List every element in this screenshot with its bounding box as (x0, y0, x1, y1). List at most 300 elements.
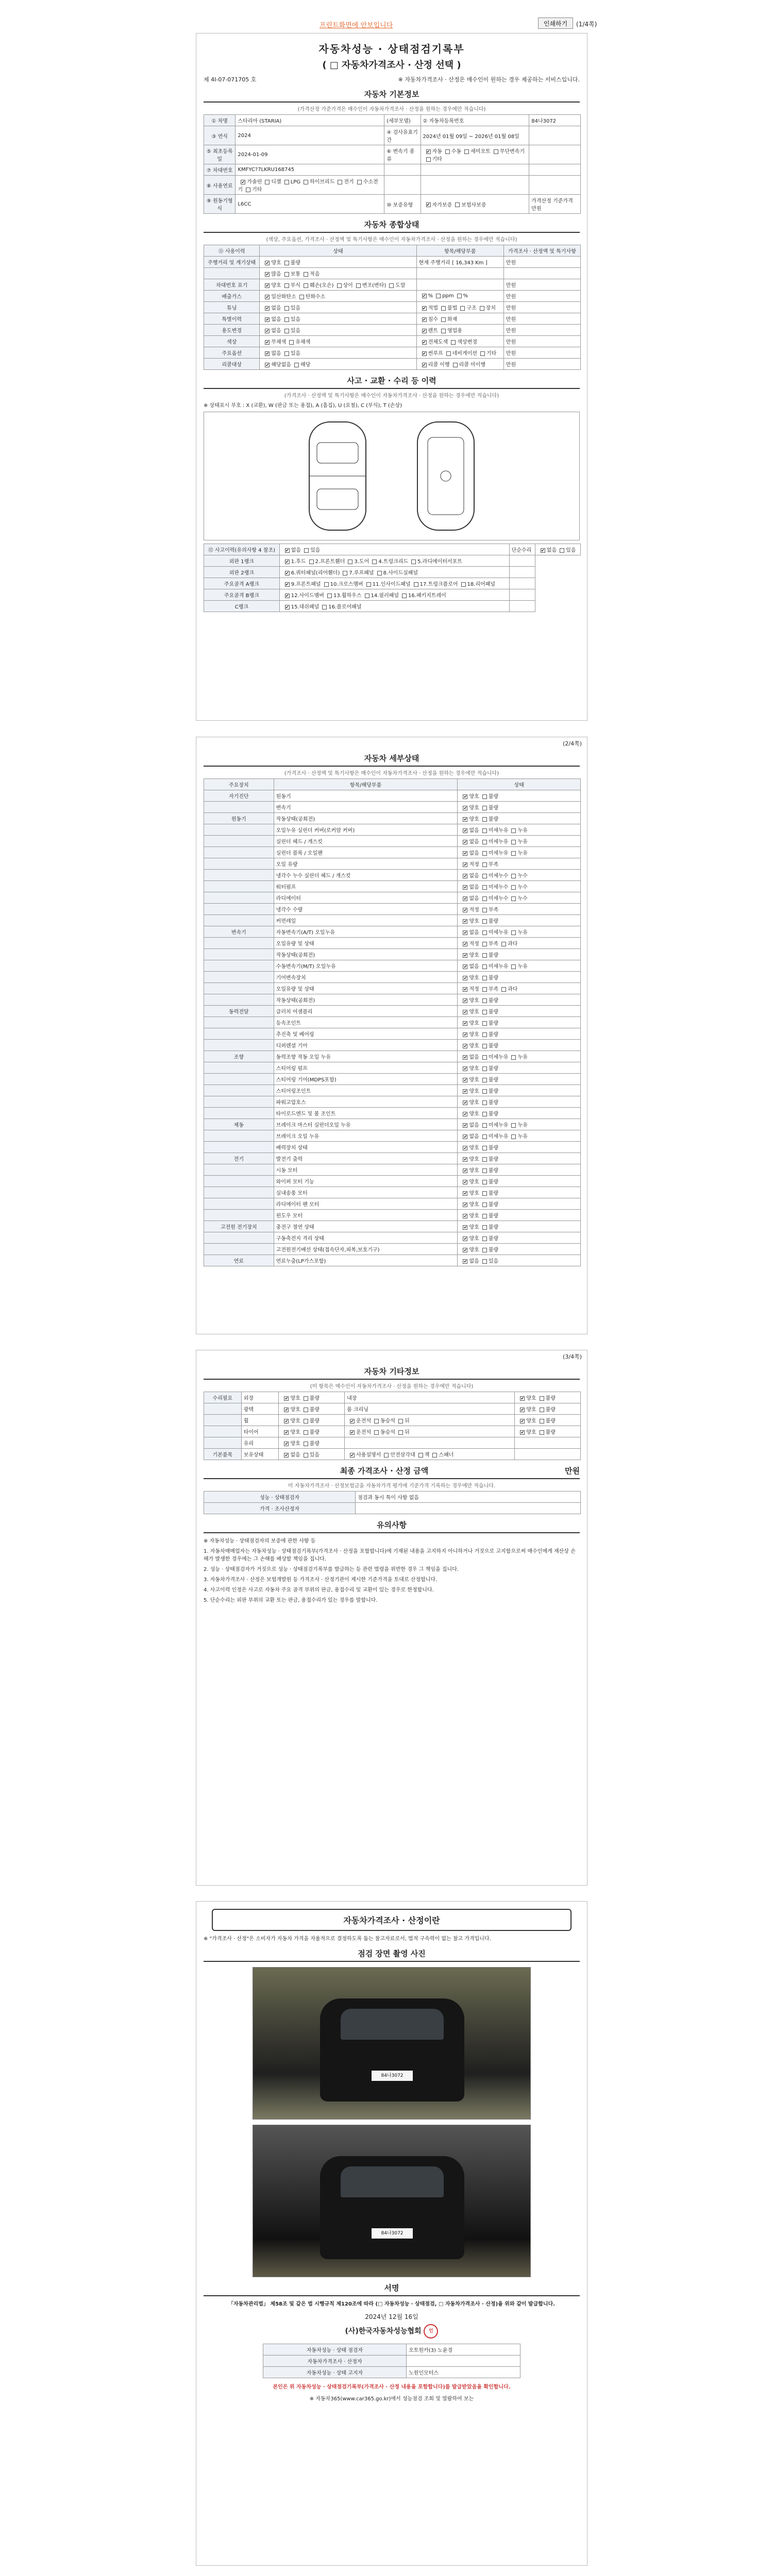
checkbox[interactable] (463, 976, 467, 980)
checkbox[interactable] (304, 1419, 308, 1423)
option-label: 썬루프 (428, 351, 443, 357)
option-label: 리콜 미이행 (459, 362, 485, 368)
checkbox[interactable] (520, 1419, 525, 1423)
option-label: 미세누유 (488, 1055, 509, 1060)
table-row (263, 2355, 520, 2367)
checkbox[interactable] (441, 306, 446, 311)
checkbox[interactable] (265, 351, 270, 356)
checkbox[interactable] (482, 806, 487, 810)
checkbox[interactable] (365, 594, 369, 598)
checkbox[interactable] (482, 1066, 487, 1071)
other-info-table (204, 1392, 581, 1460)
checkbox[interactable] (441, 329, 446, 333)
checkbox[interactable] (463, 1202, 467, 1207)
option-label: 상이 (343, 283, 353, 289)
checkbox[interactable] (482, 862, 487, 867)
checkbox[interactable] (511, 930, 516, 935)
basic-info-heading: 자동차 기본정보 (204, 89, 580, 103)
checkbox[interactable] (482, 987, 487, 992)
table-row: 배출가스 ✔ 일산화탄소 탄화수소 ✔ % ppm % 만원 (204, 291, 581, 302)
seal-icon: 인 (424, 2324, 438, 2338)
checkbox[interactable] (511, 964, 516, 969)
row-label: 원동기 (204, 813, 274, 824)
checkbox[interactable] (284, 1442, 289, 1446)
row-label: 주요옵션 (204, 347, 260, 359)
option-label: 양호 (469, 1077, 479, 1083)
table-row: 작동상태(공회전) ✔ 양호 불량 (204, 994, 581, 1006)
checkbox[interactable] (482, 930, 487, 935)
option-label: 불량 (488, 1111, 499, 1117)
checkbox[interactable] (482, 840, 487, 844)
option-label: 누유 (517, 1134, 528, 1140)
checkbox[interactable] (482, 1236, 487, 1241)
checkbox[interactable] (463, 998, 467, 1003)
checkbox[interactable] (322, 605, 327, 609)
checkbox[interactable] (366, 582, 371, 587)
option-label: 있음 (290, 306, 301, 311)
checkbox[interactable] (482, 1123, 487, 1128)
checkbox[interactable] (463, 851, 467, 856)
checkbox[interactable] (398, 1430, 403, 1435)
checkbox[interactable] (284, 351, 289, 356)
option-label: 양호 (469, 919, 479, 924)
checkbox[interactable] (482, 1225, 487, 1230)
checkbox[interactable] (463, 896, 467, 901)
checkbox[interactable] (284, 1408, 289, 1412)
checkbox[interactable] (241, 180, 245, 184)
row-label (204, 1085, 274, 1096)
checkbox[interactable] (436, 294, 441, 298)
checkbox[interactable] (482, 976, 487, 980)
table-row: 차대번호 표기 ✔ 양호 부식 훼손(오손) 상이 변조(변타) 도말 만원 (204, 279, 581, 291)
checkbox[interactable] (463, 1180, 467, 1184)
checkbox[interactable] (511, 840, 516, 844)
checkbox[interactable] (511, 1123, 516, 1128)
checkbox[interactable] (511, 896, 516, 901)
checkbox[interactable] (540, 1430, 544, 1435)
checkbox[interactable] (304, 1453, 308, 1458)
option-label: 부식 (290, 283, 301, 289)
print-button[interactable]: 인쇄하기 (538, 18, 573, 29)
row-label (204, 1187, 274, 1198)
checkbox[interactable] (463, 953, 467, 958)
option-label: 불량 (488, 1066, 499, 1072)
opinion-table (204, 1491, 581, 1514)
checkbox[interactable] (511, 851, 516, 856)
checkbox[interactable] (482, 1248, 487, 1252)
checkbox[interactable] (463, 885, 467, 890)
option-label: 누유 (517, 1123, 528, 1128)
option-label: 미세누수 (488, 885, 509, 890)
checkbox[interactable] (463, 840, 467, 844)
checkbox[interactable] (482, 942, 487, 946)
checkbox[interactable] (426, 157, 431, 162)
option-label: 누유 (517, 851, 528, 856)
checkbox[interactable] (463, 1055, 467, 1060)
checkbox[interactable] (422, 363, 427, 367)
checkbox[interactable] (463, 1123, 467, 1128)
checkbox[interactable] (463, 1168, 467, 1173)
option-label: 14.필러패널 (371, 593, 399, 599)
option-label: 16.패키지트레이 (408, 593, 446, 599)
checkbox[interactable] (463, 1089, 467, 1094)
table-row: 추진축 및 베어링 ✔ 양호 불량 (204, 1028, 581, 1040)
checkbox[interactable] (350, 1430, 355, 1435)
checkbox[interactable] (338, 180, 342, 184)
option-label: 구조 (466, 306, 477, 311)
option-label: 불량 (309, 1396, 320, 1401)
option-label: 양호 (469, 953, 479, 958)
checkbox[interactable] (482, 1146, 487, 1150)
checkbox[interactable] (463, 919, 467, 924)
option-label: 불량 (290, 260, 301, 266)
checkbox[interactable] (426, 202, 431, 207)
table-row: 와이퍼 모터 기능 ✔ 양호 불량 (204, 1176, 581, 1187)
checkbox[interactable] (453, 363, 458, 367)
row-label (204, 892, 274, 904)
option-label: 색상변경 (457, 340, 477, 345)
option-label: 적정 (469, 941, 479, 947)
checkbox[interactable] (463, 1146, 467, 1150)
checkbox[interactable] (299, 295, 304, 299)
checkbox[interactable] (482, 1214, 487, 1218)
row-label: 연료 (204, 1255, 274, 1266)
checkbox[interactable] (463, 862, 467, 867)
checkbox[interactable] (284, 1453, 289, 1458)
checkbox[interactable] (304, 180, 308, 184)
option-label: 적정 (469, 987, 479, 992)
checkbox[interactable] (482, 1089, 487, 1094)
checkbox[interactable] (414, 582, 418, 587)
option-label: 양호 (290, 1441, 300, 1447)
table-row: 타이로드엔드 및 볼 조인트 ✔ 양호 불량 (204, 1108, 581, 1119)
checkbox[interactable] (482, 1055, 487, 1060)
checkbox[interactable] (304, 548, 309, 553)
checkbox[interactable] (482, 1032, 487, 1037)
checkbox[interactable] (463, 1066, 467, 1071)
checkbox[interactable] (540, 1396, 544, 1401)
checkbox[interactable] (463, 1078, 467, 1082)
option-label: 동승석 (380, 1418, 396, 1424)
checkbox[interactable] (265, 317, 270, 322)
checkbox[interactable] (411, 560, 416, 564)
checkbox[interactable] (418, 1453, 423, 1458)
checkbox[interactable] (463, 874, 467, 878)
checkbox[interactable] (482, 1180, 487, 1184)
checkbox[interactable] (304, 1430, 308, 1435)
checkbox[interactable] (463, 1021, 467, 1026)
checkbox[interactable] (482, 1044, 487, 1048)
checkbox[interactable] (520, 1430, 525, 1435)
table-row (204, 601, 581, 612)
checkbox[interactable] (284, 317, 289, 322)
option-label: 8.사이드실패널 (383, 570, 418, 576)
checkbox[interactable] (284, 261, 289, 265)
checkbox[interactable] (520, 1408, 525, 1412)
checkbox[interactable] (422, 351, 427, 356)
checkbox[interactable] (445, 149, 450, 154)
checkbox[interactable] (480, 351, 485, 356)
checkbox[interactable] (304, 1396, 308, 1401)
option-label: 미세누유 (488, 839, 509, 845)
checkbox[interactable] (482, 896, 487, 901)
option-label: 적정 (469, 907, 479, 913)
checkbox[interactable] (432, 1453, 437, 1458)
checkbox[interactable] (285, 548, 290, 553)
checkbox[interactable] (511, 828, 516, 833)
row-label: 색상 (204, 336, 260, 347)
row-label: 주행거리 및 계기상태 (204, 257, 260, 268)
option-label: 누수 (517, 885, 528, 890)
checkbox[interactable] (482, 1100, 487, 1105)
checkbox[interactable] (480, 306, 484, 311)
option-label: 부족 (488, 941, 499, 947)
checkbox[interactable] (350, 1419, 355, 1423)
checkbox[interactable] (463, 942, 467, 946)
note-item: 3. 자동차가격조사 · 산정은 보험개발원 등 가격조사 · 산정기관이 제시한 기준가격을 토대로 산정합니다. (204, 1577, 438, 1583)
checkbox[interactable] (246, 188, 250, 192)
checkbox[interactable] (289, 340, 294, 345)
checkbox[interactable] (422, 340, 427, 345)
checkbox[interactable] (463, 1157, 467, 1162)
option-label: 양호 (526, 1396, 536, 1401)
option-label: 영업용 (447, 328, 462, 334)
checkbox[interactable] (482, 851, 487, 856)
option-label: 불량 (488, 794, 499, 800)
checkbox[interactable] (284, 180, 289, 184)
checkbox[interactable] (356, 283, 361, 288)
checkbox[interactable] (482, 908, 487, 912)
checkbox[interactable] (284, 1430, 289, 1435)
checkbox[interactable] (461, 582, 466, 587)
option-label: 없음 (469, 885, 479, 890)
checkbox[interactable] (441, 317, 446, 322)
checkbox[interactable] (464, 149, 469, 154)
option-label: 없음 (469, 828, 479, 834)
checkbox[interactable] (327, 594, 332, 598)
checkbox[interactable] (560, 548, 564, 553)
checkbox[interactable] (372, 560, 377, 564)
option-label: 리콜 이행 (428, 362, 450, 368)
row-label: 수리필요 (204, 1392, 242, 1403)
checkbox[interactable] (284, 329, 289, 333)
checkbox[interactable] (463, 1134, 467, 1139)
doc-number-row (204, 75, 580, 83)
checkbox[interactable] (284, 1396, 289, 1401)
checkbox[interactable] (463, 908, 467, 912)
option-label: 누수 (517, 873, 528, 879)
license-plate-2: 84나3072 (372, 2228, 413, 2239)
checkbox[interactable] (520, 1396, 525, 1401)
checkbox[interactable] (511, 1134, 516, 1139)
checkbox[interactable] (348, 560, 352, 564)
checkbox[interactable] (384, 1453, 389, 1458)
checkbox[interactable] (402, 594, 407, 598)
row-label: 외판 1랭크 (204, 555, 280, 567)
checkbox[interactable] (501, 987, 506, 992)
checkbox[interactable] (511, 1055, 516, 1060)
option-label: 양호 (469, 1157, 479, 1162)
checkbox[interactable] (482, 817, 487, 822)
checkbox[interactable] (285, 605, 290, 609)
row-label (204, 938, 274, 949)
checkbox[interactable] (304, 1442, 308, 1446)
table-row: 스티어링조인트 ✔ 양호 불량 (204, 1085, 581, 1096)
page-3-number: (3/4쪽) (563, 1353, 582, 1360)
option-label: 양호 (469, 1032, 479, 1038)
option-label: 양호 (469, 1021, 479, 1026)
checkbox[interactable] (304, 1408, 308, 1412)
checkbox[interactable] (463, 828, 467, 833)
checkbox[interactable] (463, 817, 467, 822)
checkbox[interactable] (482, 919, 487, 924)
checkbox[interactable] (309, 560, 314, 564)
checkbox[interactable] (482, 964, 487, 969)
checkbox[interactable] (463, 1259, 467, 1264)
checkbox[interactable] (482, 794, 487, 799)
accident-table (204, 544, 581, 612)
checkbox[interactable] (540, 1419, 544, 1423)
checkbox[interactable] (482, 828, 487, 833)
checkbox[interactable] (501, 942, 506, 946)
checkbox[interactable] (294, 363, 299, 367)
checkbox[interactable] (389, 283, 394, 288)
checkbox[interactable] (482, 1021, 487, 1026)
checkbox[interactable] (463, 930, 467, 935)
column-header: ⑪ 사용이력 (204, 245, 260, 257)
checkbox[interactable] (463, 1248, 467, 1252)
checkbox[interactable] (426, 149, 431, 154)
checkbox[interactable] (374, 1430, 379, 1435)
checkbox[interactable] (422, 306, 427, 311)
checkbox[interactable] (285, 560, 290, 564)
checkbox[interactable] (304, 272, 308, 277)
option-label: 없음 (469, 896, 479, 902)
checkbox[interactable] (463, 1032, 467, 1037)
checkbox[interactable] (463, 1236, 467, 1241)
checkbox[interactable] (463, 1044, 467, 1048)
checkbox[interactable] (463, 1191, 467, 1196)
checkbox[interactable] (337, 283, 342, 288)
checkbox[interactable] (482, 1112, 487, 1116)
checkbox[interactable] (463, 806, 467, 810)
checkbox[interactable] (285, 571, 290, 575)
checkbox[interactable] (304, 283, 308, 288)
table-row (204, 567, 581, 578)
checkbox[interactable] (446, 351, 451, 356)
checkbox[interactable] (398, 1419, 403, 1423)
checkbox[interactable] (482, 1168, 487, 1173)
checkbox[interactable] (482, 1010, 487, 1014)
checkbox[interactable] (463, 794, 467, 799)
checkbox[interactable] (422, 317, 427, 322)
checkbox[interactable] (451, 340, 456, 345)
checkbox[interactable] (463, 1100, 467, 1105)
checkbox[interactable] (463, 1010, 467, 1014)
option-label: 미세누유 (488, 851, 509, 856)
checkbox[interactable] (265, 180, 270, 184)
table-row: 변속기 자동변속기(A/T) 오일누유 ✔ 없음 미세누유 누유 (204, 926, 581, 938)
checkbox[interactable] (482, 885, 487, 890)
checkbox[interactable] (460, 306, 465, 311)
checkbox[interactable] (265, 261, 270, 265)
checkbox[interactable] (422, 294, 427, 298)
option-label: 안전삼각대 (390, 1452, 415, 1458)
checkbox[interactable] (357, 180, 362, 184)
table-row (204, 176, 581, 195)
checkbox[interactable] (482, 1157, 487, 1162)
checkbox[interactable] (511, 874, 516, 878)
checkbox[interactable] (541, 548, 545, 553)
checkbox[interactable] (284, 1419, 289, 1423)
option-label: % (463, 293, 468, 299)
price-value (356, 1503, 581, 1514)
checkbox[interactable] (265, 306, 270, 311)
checkbox[interactable] (265, 272, 270, 277)
checkbox[interactable] (482, 1191, 487, 1196)
table-row: 등속조인트 ✔ 양호 불량 (204, 1017, 581, 1028)
inspection-photo-1 (253, 1967, 531, 2120)
checkbox[interactable] (422, 329, 427, 333)
checkbox[interactable] (285, 582, 290, 587)
option-label: 불량 (488, 1179, 499, 1185)
checkbox[interactable] (463, 1214, 467, 1218)
row-label: 전기 (204, 1153, 274, 1164)
checkbox[interactable] (482, 998, 487, 1003)
checkbox[interactable] (455, 202, 460, 207)
checkbox[interactable] (494, 149, 498, 154)
checkbox[interactable] (284, 283, 289, 288)
row-label (204, 1062, 274, 1074)
checkbox[interactable] (463, 1225, 467, 1230)
checkbox[interactable] (374, 1419, 379, 1423)
table-row: 시동 모터 ✔ 양호 불량 (204, 1164, 581, 1176)
option-label: 하이브리드 (310, 179, 335, 185)
checkbox[interactable] (284, 306, 289, 311)
checkbox[interactable] (511, 885, 516, 890)
option-label: 불량 (488, 1225, 499, 1230)
checkbox[interactable] (482, 1202, 487, 1207)
checkbox[interactable] (482, 874, 487, 878)
receipt-confirm: 본인은 위 자동차성능 · 상태점검기록부(가격조사 · 산정 내용을 포함합니다)를 발급받았음을 확인합니다. (273, 2384, 511, 2390)
checkbox[interactable] (265, 340, 270, 345)
checkbox[interactable] (457, 294, 462, 298)
checkbox[interactable] (284, 272, 289, 277)
checkbox[interactable] (482, 1134, 487, 1139)
checkbox[interactable] (482, 1259, 487, 1264)
checkbox[interactable] (285, 594, 290, 598)
checkbox[interactable] (343, 571, 347, 575)
checkbox[interactable] (324, 582, 329, 587)
checkbox[interactable] (350, 1453, 355, 1458)
checkbox[interactable] (482, 953, 487, 958)
option-label: 기타 (252, 187, 262, 193)
checkbox[interactable] (265, 363, 270, 367)
checkbox[interactable] (463, 987, 467, 992)
checkbox[interactable] (377, 571, 382, 575)
doc-number: 제 4I-07-071705 호 (204, 76, 257, 83)
option-label: 4.트렁크리드 (378, 559, 409, 565)
checkbox[interactable] (265, 283, 270, 288)
summary-heading: 자동차 종합상태 (204, 219, 580, 233)
checkbox[interactable] (265, 295, 270, 299)
checkbox[interactable] (463, 964, 467, 969)
checkbox[interactable] (265, 329, 270, 333)
checkbox[interactable] (463, 1112, 467, 1116)
checkbox[interactable] (482, 1078, 487, 1082)
option-label: 양호 (469, 1236, 479, 1242)
checkbox[interactable] (540, 1408, 544, 1412)
